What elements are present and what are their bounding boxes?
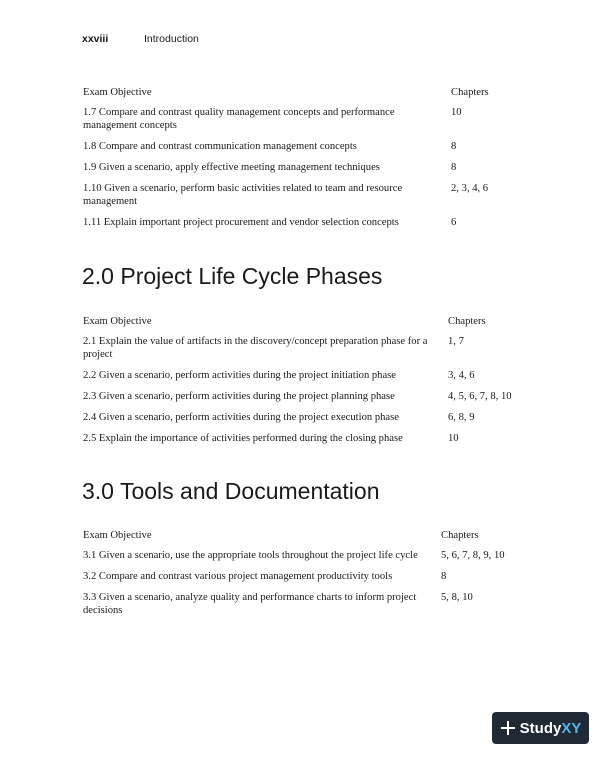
chapters-cell: 1, 7 (448, 336, 464, 347)
table-row (83, 161, 489, 182)
objective-cell: 1.9 Given a scenario, apply effective meeting management techniques (83, 162, 380, 173)
studyxy-logo (492, 712, 589, 744)
table-row (83, 216, 489, 237)
logo-text-xy: XY (561, 719, 582, 737)
objectives-table-1-container (83, 86, 533, 237)
table-row (83, 106, 489, 140)
chapters-cell: 10 (451, 107, 462, 118)
table-header-row (83, 315, 512, 335)
objective-cell: 1.10 Given a scenario, perform basic activities related to team and resource management (83, 183, 403, 207)
chapters-cell: 3, 4, 6 (448, 370, 475, 381)
logo-text-study: Study (519, 719, 562, 737)
chapters-cell: 5, 6, 7, 8, 9, 10 (441, 550, 505, 561)
objective-cell: 3.2 Compare and contrast various project management productivity tools (83, 571, 393, 582)
objective-cell: 2.1 Explain the value of artifacts in the discovery/concept preparation phase for a project (83, 336, 428, 360)
objective-cell: 3.3 Given a scenario, analyze quality and performance charts to inform project decisions (83, 592, 417, 616)
objective-column-header: Exam Objective (83, 530, 152, 541)
objectives-table-2-container (83, 315, 533, 453)
objective-cell: 2.5 Explain the importance of activities performed during the closing phase (83, 433, 403, 444)
running-head-title: Introduction (144, 33, 199, 45)
objective-cell: 1.7 Compare and contrast quality management concepts and performance management concepts (83, 107, 395, 131)
chapters-column-header: Chapters (451, 87, 489, 98)
chapters-cell: 8 (451, 141, 457, 152)
table-row (83, 432, 512, 453)
chapters-cell: 6, 8, 9 (448, 412, 475, 423)
objective-column-header: Exam Objective (83, 87, 152, 98)
objective-cell: 2.3 Given a scenario, perform activities during the project planning phase (83, 391, 395, 402)
objective-cell: 1.11 Explain important project procurement and vendor selection concepts (83, 217, 399, 228)
table-row (83, 411, 512, 432)
table-row (83, 591, 505, 625)
section-3-heading: 3.0 Tools and Documentation (82, 478, 380, 504)
chapters-cell: 8 (451, 162, 457, 173)
chapters-cell: 8 (441, 571, 447, 582)
table-header-row (83, 529, 505, 549)
objectives-table-3-container (83, 529, 533, 625)
objective-cell: 2.2 Given a scenario, perform activities during the project initiation phase (83, 370, 397, 381)
plus-icon (500, 720, 516, 736)
chapters-cell: 5, 8, 10 (441, 592, 473, 603)
table-row (83, 570, 505, 591)
table-row (83, 369, 512, 390)
page-number: xxviii (82, 33, 109, 45)
table-row (83, 390, 512, 411)
objective-cell: 2.4 Given a scenario, perform activities during the project execution phase (83, 412, 399, 423)
objective-cell: 3.1 Given a scenario, use the appropriate tools throughout the project life cycle (83, 550, 418, 561)
objectives-table-1 (83, 86, 489, 237)
table-row (83, 549, 505, 570)
section-2-heading: 2.0 Project Life Cycle Phases (82, 263, 383, 289)
chapters-column-header: Chapters (448, 316, 486, 327)
objective-cell: 1.8 Compare and contrast communication management concepts (83, 141, 357, 152)
objectives-table-3 (83, 529, 505, 625)
table-row (83, 182, 489, 216)
objective-column-header: Exam Objective (83, 316, 152, 327)
table-row (83, 335, 512, 369)
running-head (82, 33, 199, 45)
chapters-cell: 6 (451, 217, 457, 228)
table-row (83, 140, 489, 161)
chapters-cell: 10 (448, 433, 459, 444)
objectives-table-2 (83, 315, 512, 453)
table-header-row (83, 86, 489, 106)
chapters-cell: 4, 5, 6, 7, 8, 10 (448, 391, 512, 402)
chapters-cell: 2, 3, 4, 6 (451, 183, 489, 194)
chapters-column-header: Chapters (441, 530, 479, 541)
